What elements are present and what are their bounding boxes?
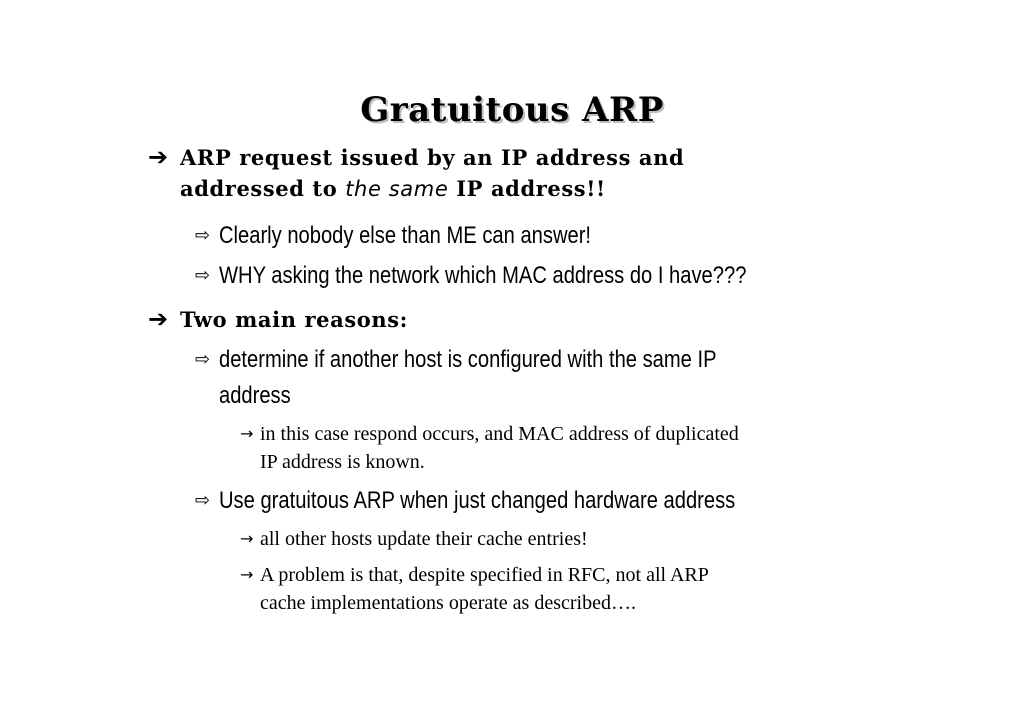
sub-bullet-why-asking [195, 258, 847, 294]
slide-title: Gratuitous ARP [360, 90, 664, 130]
sub-bullet-line-1: determine if another host is configured with the same IP [219, 346, 717, 373]
hollow-arrow-icon: ⇨ [195, 349, 211, 370]
sub-sub-bullet-line-2: cache implementations operate as described…. [260, 592, 636, 614]
sub-sub-bullet-problem [240, 561, 709, 617]
sub-sub-bullet-text: all other hosts update their cache entries! [260, 528, 588, 550]
sub-bullet-text: WHY asking the network which MAC address do I have??? [219, 262, 747, 289]
sub-bullet-use-gratuitous [195, 483, 834, 519]
sub-bullet-text: Clearly nobody else than ME can answer! [219, 222, 592, 249]
thin-arrow-icon: → [240, 424, 254, 443]
sub-sub-bullet-text [260, 420, 739, 476]
bullet-text [180, 142, 684, 205]
thin-arrow-icon: → [240, 565, 254, 584]
hollow-arrow-icon: ⇨ [195, 265, 211, 286]
sub-sub-bullet-respond [240, 420, 739, 476]
sub-bullet-line-2: address [219, 382, 291, 409]
sub-sub-bullet-text [260, 561, 709, 617]
sub-sub-bullet-update-cache [240, 525, 588, 553]
thin-arrow-icon: → [240, 529, 254, 548]
sub-bullet-text [219, 342, 717, 414]
hollow-arrow-icon: ⇨ [195, 490, 211, 511]
hollow-arrow-icon: ⇨ [195, 225, 211, 246]
emphasis-text: the same [345, 177, 449, 201]
bullet-line-1: ARP request issued by an IP address and [180, 145, 685, 170]
sub-bullet-nobody-else [195, 218, 662, 254]
bullet-line-2-suffix: IP address!! [448, 176, 606, 201]
bullet-arp-request [148, 142, 684, 205]
bold-arrow-icon: ➔ [148, 143, 169, 171]
sub-sub-bullet-line-1: in this case respond occurs, and MAC address of duplicated [260, 423, 739, 445]
sub-sub-bullet-line-2: IP address is known. [260, 451, 425, 473]
bullet-text: Two main reasons: [180, 307, 409, 332]
bullet-line-2-prefix: addressed to [180, 176, 346, 201]
sub-bullet-text: Use gratuitous ARP when just changed hardware address [219, 487, 736, 514]
bullet-two-reasons [148, 304, 408, 335]
bold-arrow-icon: ➔ [148, 305, 169, 333]
sub-sub-bullet-line-1: A problem is that, despite specified in RFC, not all ARP [260, 564, 709, 586]
sub-bullet-determine-host [195, 342, 811, 414]
